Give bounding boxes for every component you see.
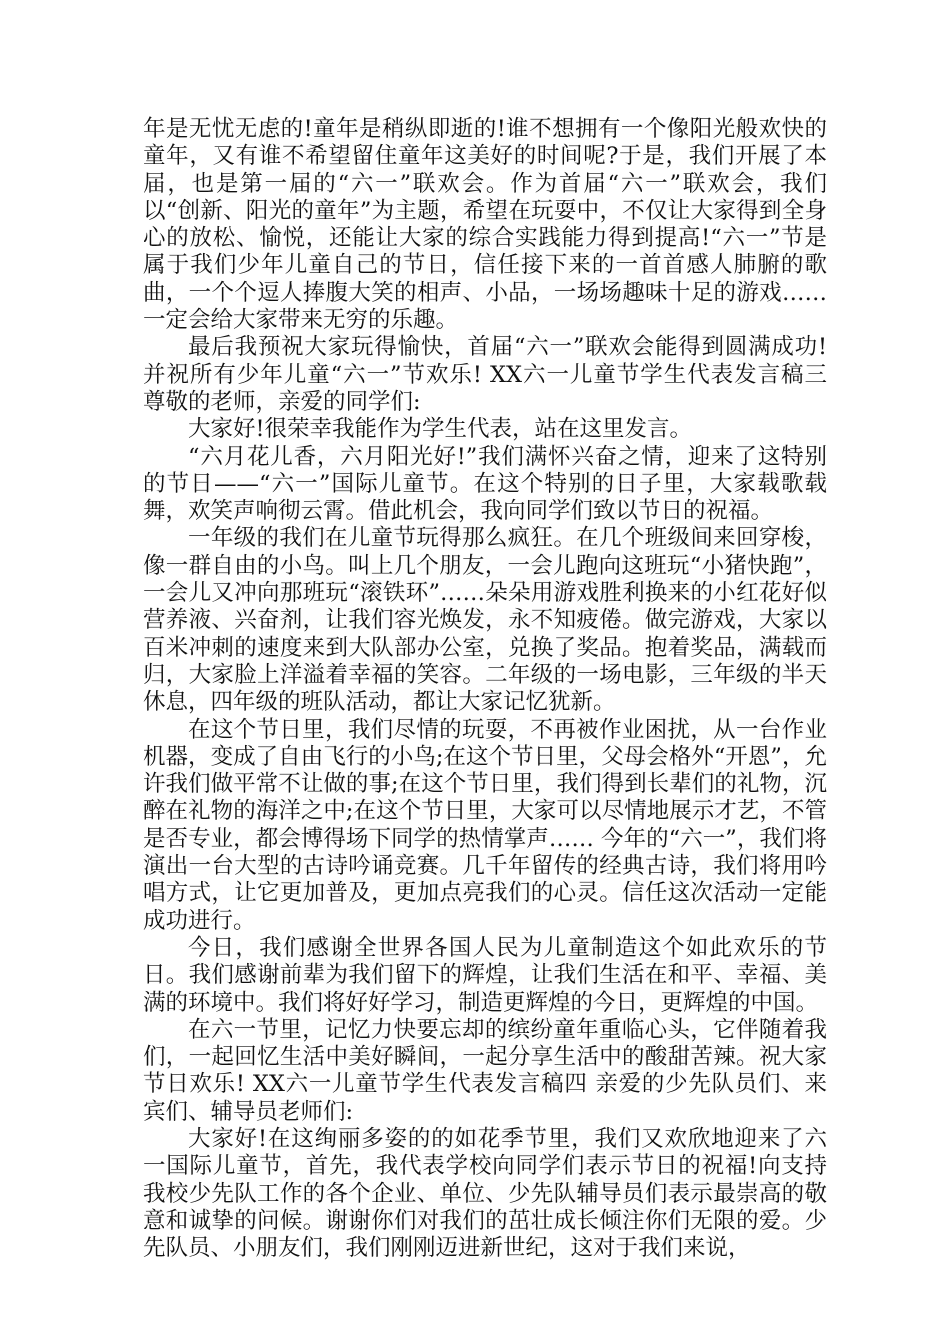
paragraph-6: 在这个节日里，我们尽情的玩耍，不再被作业困扰，从一台作业机器，变成了自由飞行的小鸟;在这个节日里，父母会格外“开恩”，允许我们做平常不让做的事;在这个节日里，我们得到长辈们的礼物，沉醉在礼物的海洋之中;在这个节日里，大家可以尽情地展示才艺，不管是否专业，都会博得场下同学的热情掌声…… 今年的“六一”，我们将演出一台大型的古诗吟诵竞赛。几千年留传的经典古诗，我们将用吟唱方式，让它更加普及，更加点亮我们的心灵。信任这次活动一定能成功进行。	[143, 716, 827, 934]
paragraph-2: 最后我预祝大家玩得愉快，首届“六一”联欢会能得到圆满成功!并祝所有少年儿童“六一”节欢乐! XX六一儿童节学生代表发言稿三 尊敬的老师，亲爱的同学们:	[143, 334, 827, 415]
paragraph-7: 今日，我们感谢全世界各国人民为儿童制造这个如此欢乐的节日。我们感谢前辈为我们留下的辉煌，让我们生活在和平、幸福、美满的环境中。我们将好好学习，制造更辉煌的今日，更辉煌的中国。	[143, 934, 827, 1016]
paragraph-1: 年是无忧无虑的!童年是稍纵即逝的!谁不想拥有一个像阳光般欢快的童年，又有谁不希望留住童年这美好的时间呢?于是，我们开展了本届，也是第一届的“六一”联欢会。作为首届“六一”联欢会，我们以“创新、阳光的童年”为主题，希望在玩耍中，不仅让大家得到全身心的放松、愉悦，还能让大家的综合实践能力得到提高!“六一”节是属于我们少年儿童自己的节日，信任接下来的一首首感人肺腑的歌曲，一个个逗人捧腹大笑的相声、小品，一场场趣味十足的游戏……一定会给大家带来无穷的乐趣。	[143, 116, 827, 334]
paragraph-4: “六月花儿香，六月阳光好!”我们满怀兴奋之情，迎来了这特别的节日——“六一”国际儿童节。在这个特别的日子里，大家载歌载舞，欢笑声响彻云霄。借此机会，我向同学们致以节日的祝福。	[143, 443, 827, 525]
paragraph-8: 在六一节里，记忆力快要忘却的缤纷童年重临心头，它伴随着我们，一起回忆生活中美好瞬间，一起分享生活中的酸甜苦辣。祝大家节日欢乐! XX六一儿童节学生代表发言稿四 亲爱的少先队员们、来宾们、辅导员老师们:	[143, 1016, 827, 1125]
paragraph-9: 大家好!在这绚丽多姿的的如花季节里，我们又欢欣地迎来了六一国际儿童节，首先，我代表学校向同学们表示节日的祝福!向支持我校少先队工作的各个企业、单位、少先队辅导员们表示最崇高的敬意和诚挚的问候。谢谢你们对我们的茁壮成长倾注你们无限的爱。少先队员、小朋友们，我们刚刚迈进新世纪，这对于我们来说，	[143, 1125, 827, 1262]
paragraph-5: 一年级的我们在儿童节玩得那么疯狂。在几个班级间来回穿梭，像一群自由的小鸟。叫上几个朋友，一会儿跑向这班玩“小猪快跑”，一会儿又冲向那班玩“滚铁环”……朵朵用游戏胜利换来的小红花好似营养液、兴奋剂，让我们容光焕发，永不知疲倦。做完游戏，大家以百米冲刺的速度来到大队部办公室，兑换了奖品。抱着奖品，满载而归，大家脸上洋溢着幸福的笑容。二年级的一场电影，三年级的半天休息，四年级的班队活动，都让大家记忆犹新。	[143, 525, 827, 716]
document-page	[143, 116, 827, 1262]
paragraph-3: 大家好!很荣幸我能作为学生代表，站在这里发言。	[188, 416, 693, 443]
